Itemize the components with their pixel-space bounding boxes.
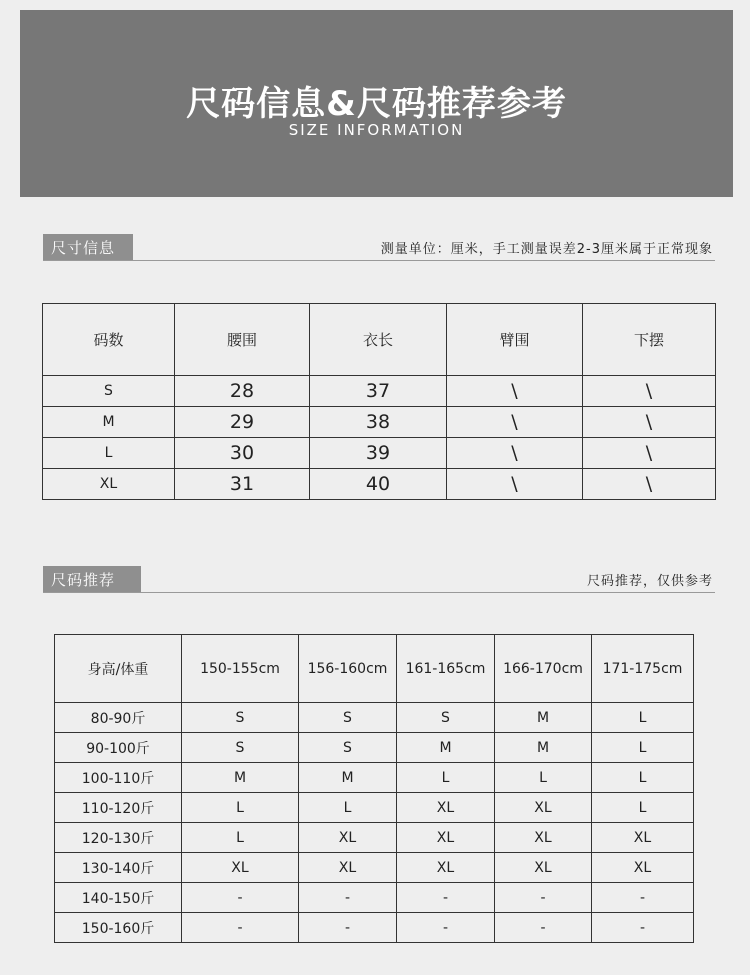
recommend-table-cell: L — [397, 763, 495, 793]
size-section-tag: 尺寸信息 — [43, 234, 133, 260]
size-header-cell: 衣长 — [310, 304, 447, 376]
recommend-header-cell: 166-170cm — [495, 635, 592, 703]
recommend-section-tag: 尺码推荐 — [43, 566, 141, 592]
recommend-table-cell: 80-90斤 — [55, 703, 182, 733]
recommend-table-cell: L — [592, 763, 694, 793]
size-table-cell: 40 — [310, 469, 447, 500]
recommend-section-note: 尺码推荐，仅供参考 — [586, 574, 713, 589]
size-table-cell: 29 — [175, 407, 310, 438]
size-table-row — [43, 376, 716, 407]
size-table-cell: \ — [583, 469, 716, 500]
size-table-cell: \ — [583, 376, 716, 407]
size-table-cell: 31 — [175, 469, 310, 500]
size-table-cell: \ — [447, 469, 583, 500]
size-table-cell: \ — [447, 407, 583, 438]
recommend-table-cell: L — [299, 793, 397, 823]
recommend-table-cell: 120-130斤 — [55, 823, 182, 853]
size-table-cell: \ — [447, 376, 583, 407]
size-table-cell: S — [43, 376, 175, 407]
recommend-table-cell: - — [592, 913, 694, 943]
size-header-cell: 腰围 — [175, 304, 310, 376]
page-subtitle: SIZE INFORMATION — [288, 121, 465, 139]
size-table — [42, 303, 716, 500]
size-table-row — [43, 407, 716, 438]
recommend-table-cell: - — [495, 883, 592, 913]
size-table-cell: 39 — [310, 438, 447, 469]
recommend-table-cell: 140-150斤 — [55, 883, 182, 913]
size-table-cell: XL — [43, 469, 175, 500]
recommend-table-cell: 90-100斤 — [55, 733, 182, 763]
recommend-table-cell: S — [182, 703, 299, 733]
page-title: 尺码信息&尺码推荐参考 — [186, 84, 567, 124]
recommend-header-cell: 身高/体重 — [55, 635, 182, 703]
recommend-table-cell: - — [592, 883, 694, 913]
recommend-table-cell: M — [299, 763, 397, 793]
recommend-table-cell: - — [182, 913, 299, 943]
recommend-table-cell: - — [182, 883, 299, 913]
recommend-table-cell: L — [182, 823, 299, 853]
recommend-table-row — [55, 823, 694, 853]
recommend-table-cell: XL — [592, 823, 694, 853]
recommend-table-cell: XL — [299, 853, 397, 883]
recommend-table-cell: L — [592, 733, 694, 763]
recommend-table-cell: XL — [299, 823, 397, 853]
recommend-table-cell: - — [299, 883, 397, 913]
recommend-header-cell: 150-155cm — [182, 635, 299, 703]
recommend-table-cell: S — [182, 733, 299, 763]
recommend-table-cell: XL — [397, 823, 495, 853]
recommend-table-cell: L — [182, 793, 299, 823]
recommend-table-row — [55, 763, 694, 793]
size-table-cell: 37 — [310, 376, 447, 407]
size-table-cell: \ — [583, 438, 716, 469]
recommend-table-cell: - — [397, 913, 495, 943]
size-table-cell: 38 — [310, 407, 447, 438]
recommend-table — [54, 634, 694, 943]
size-table-cell: \ — [447, 438, 583, 469]
recommend-table-row — [55, 883, 694, 913]
recommend-table-cell: 110-120斤 — [55, 793, 182, 823]
size-section-divider — [43, 260, 715, 261]
recommend-table-header — [55, 635, 694, 703]
recommend-header-cell: 161-165cm — [397, 635, 495, 703]
recommend-table-cell: M — [397, 733, 495, 763]
size-table-cell: L — [43, 438, 175, 469]
recommend-table-cell: S — [397, 703, 495, 733]
recommend-header-cell: 171-175cm — [592, 635, 694, 703]
recommend-table-row — [55, 703, 694, 733]
recommend-table-cell: M — [182, 763, 299, 793]
recommend-table-cell: L — [495, 763, 592, 793]
recommend-table-cell: XL — [182, 853, 299, 883]
size-table-row — [43, 438, 716, 469]
size-table-header — [43, 304, 716, 376]
recommend-table-cell: S — [299, 733, 397, 763]
recommend-table-cell: 100-110斤 — [55, 763, 182, 793]
recommend-table-cell: L — [592, 793, 694, 823]
recommend-table-cell: - — [397, 883, 495, 913]
header-banner — [20, 10, 733, 197]
recommend-table-cell: XL — [495, 853, 592, 883]
recommend-table-cell: XL — [495, 793, 592, 823]
size-table-cell: 28 — [175, 376, 310, 407]
recommend-table-cell: L — [592, 703, 694, 733]
recommend-table-row — [55, 733, 694, 763]
recommend-table-cell: - — [299, 913, 397, 943]
recommend-table-cell: XL — [397, 793, 495, 823]
size-table-cell: 30 — [175, 438, 310, 469]
recommend-table-cell: M — [495, 703, 592, 733]
size-table-cell: M — [43, 407, 175, 438]
recommend-table-cell: 130-140斤 — [55, 853, 182, 883]
size-table-cell: \ — [583, 407, 716, 438]
recommend-table-row — [55, 853, 694, 883]
recommend-table-row — [55, 913, 694, 943]
size-header-cell: 码数 — [43, 304, 175, 376]
recommend-table-cell: XL — [397, 853, 495, 883]
recommend-table-cell: XL — [592, 853, 694, 883]
recommend-table-cell: M — [495, 733, 592, 763]
recommend-section-divider — [43, 592, 715, 593]
recommend-table-cell: XL — [495, 823, 592, 853]
recommend-table-cell: 150-160斤 — [55, 913, 182, 943]
recommend-table-cell: - — [495, 913, 592, 943]
size-header-cell: 下摆 — [583, 304, 716, 376]
size-table-row — [43, 469, 716, 500]
recommend-table-cell: S — [299, 703, 397, 733]
size-header-cell: 臂围 — [447, 304, 583, 376]
recommend-header-cell: 156-160cm — [299, 635, 397, 703]
recommend-table-row — [55, 793, 694, 823]
size-section-note: 测量单位：厘米，手工测量误差2-3厘米属于正常现象 — [380, 242, 713, 257]
